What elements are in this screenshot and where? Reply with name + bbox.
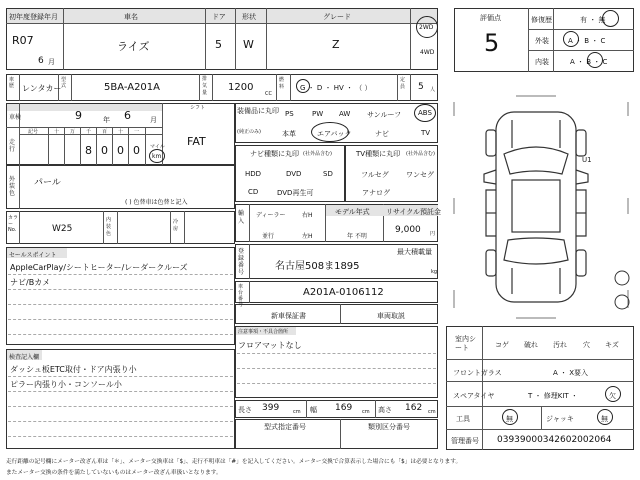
- jack-label: ジャッキ: [546, 415, 574, 423]
- tv-note: (社外品含む): [406, 151, 435, 157]
- repair-label: 修復歴: [531, 16, 552, 24]
- inspector-line: ピラー内張り小・コンソール小: [10, 380, 122, 389]
- interior-label: 内装: [535, 58, 549, 66]
- import-right: 右H: [302, 212, 313, 219]
- cold-label: 冷房: [173, 219, 179, 232]
- notes-frame: [235, 326, 438, 398]
- footer-line1: 走行距離の記号欄にメーター改ざん車は「＊」、メーター交換車は「$」、走行不明車は「#」を記入してください。メーター交換で合算表示した場合にも「$」は必要となります。: [6, 459, 462, 465]
- first-reg-month-unit: 月: [48, 58, 55, 66]
- mileage-digit: 0: [101, 144, 108, 157]
- registration-label: 登録番号: [238, 248, 245, 276]
- score-label: 評価点: [480, 14, 501, 22]
- length-unit: cm: [293, 409, 301, 415]
- doors-value: 5: [215, 38, 222, 51]
- navi-dvd-play: DVD再生可: [277, 189, 314, 197]
- tv-analog: アナログ: [362, 189, 390, 197]
- class-label: 類別区分番号: [368, 423, 410, 431]
- mgmt-label: 管理番号: [451, 437, 479, 445]
- interior-color-label: 内装色: [106, 217, 112, 237]
- equip-airbag: エアバック: [317, 130, 352, 138]
- inspection-year: 9: [75, 109, 82, 122]
- digit-header-6: 一: [134, 129, 140, 135]
- digit-header-4: 百: [102, 129, 108, 135]
- equipment-title: 装備品に丸印: [237, 107, 279, 115]
- tool-label: 工具: [456, 415, 470, 423]
- type-cert-label: 型式指定番号: [264, 423, 306, 431]
- notes-label: 注意事項・不具合箇所: [238, 329, 289, 335]
- spare-none: 欠: [609, 392, 616, 400]
- digit-header-2: 万: [70, 129, 76, 135]
- equip-ps: PS: [285, 110, 294, 118]
- shape-value: W: [243, 38, 254, 51]
- capacity-unit: 人: [430, 87, 436, 93]
- mgmt-value: 0393900034260200206​4: [497, 435, 612, 445]
- height-value: 162: [405, 403, 423, 413]
- digit-header-5: 十: [118, 129, 124, 135]
- equip-pw: PW: [312, 110, 324, 118]
- equipment-subtitle: (純正のみ): [237, 129, 261, 135]
- tool-value: 無: [506, 415, 513, 423]
- capacity-label: 定員: [400, 77, 406, 90]
- usage-value: レンタカー: [22, 84, 62, 93]
- recycle-label: リサイクル預託金: [386, 208, 442, 216]
- seat-label: 室内シート: [455, 335, 476, 352]
- max-load-label: 最大積載量: [397, 248, 432, 256]
- mileage-digit: 0: [117, 144, 124, 157]
- inspection-month-unit: 月: [150, 116, 157, 124]
- equip-aw: AW: [339, 110, 351, 118]
- exterior-options: A ・ B ・ C: [568, 37, 606, 45]
- usage-label: 車歴: [9, 77, 15, 89]
- recycle-value: 9,000: [395, 225, 421, 235]
- equip-navi: ナビ: [375, 130, 389, 138]
- mileage-label: 走行: [9, 139, 16, 153]
- spare-items: T ・ 修理KIT ・: [528, 392, 578, 400]
- equip-sunroof: サンルーフ: [367, 111, 402, 119]
- mileage-digit: 8: [85, 144, 92, 157]
- sales-point-line: AppleCarPlay/シートヒーター/レーダークルーズ: [10, 263, 188, 272]
- warranty-frame: [235, 304, 438, 324]
- glass-items: A ・ X要入: [553, 369, 589, 377]
- mileage-unit-mile: マイル: [150, 144, 165, 150]
- shape-label: 形状: [242, 13, 256, 21]
- car-name-value: ライズ: [117, 40, 150, 53]
- length-label: 長さ: [238, 406, 252, 414]
- navi-dvd: DVD: [286, 170, 302, 178]
- equip-abs: ABS: [418, 109, 432, 117]
- glass-label: フロントガラス: [453, 369, 502, 377]
- inspector-label: 検査記入欄: [9, 354, 40, 361]
- equip-leather: 本革: [282, 130, 296, 138]
- import-left: 左H: [302, 233, 313, 240]
- chassis-label: 車台番号: [238, 284, 244, 308]
- navi-cd: CD: [248, 188, 259, 196]
- exterior-color-note: ( ) 色替車は色替と記入: [125, 199, 188, 206]
- model-year-value: 年 不明: [347, 233, 367, 240]
- navi-sd: SD: [323, 170, 333, 178]
- length-value: 399: [262, 403, 280, 413]
- displacement-value: 1200: [228, 82, 254, 93]
- mileage-unit-km: km: [152, 153, 162, 160]
- notes-value: フロアマットなし: [238, 341, 302, 350]
- mileage-digit: 0: [133, 144, 140, 157]
- shift-label: シフト: [190, 105, 206, 111]
- height-unit: cm: [428, 409, 436, 415]
- inspection-month: 6: [124, 109, 131, 122]
- color-no-value: W25: [52, 224, 73, 234]
- seat-item: 汚れ: [553, 341, 567, 349]
- tv-fullseg: フルセグ: [361, 171, 389, 179]
- first-reg-month: 6: [38, 56, 44, 66]
- shift-value: FAT: [187, 135, 206, 148]
- repair-options: 有 ・ 無: [580, 16, 606, 24]
- model-year-label: モデル年式: [335, 208, 370, 216]
- color-no-frame: [6, 211, 235, 244]
- displacement-unit: CC: [265, 91, 272, 97]
- interior-options: A ・ B ・ C: [570, 58, 608, 66]
- height-label: 高さ: [378, 406, 392, 414]
- width-value: 169: [335, 403, 353, 413]
- fuel-label: 燃料: [279, 77, 285, 90]
- navi-title: ナビ種類に丸印: [250, 150, 299, 158]
- tv-title: TV種類に丸印: [356, 150, 401, 158]
- recycle-unit: 円: [430, 231, 436, 237]
- equip-tv: TV: [421, 129, 431, 137]
- model-label: 型式: [61, 77, 67, 89]
- seat-item: キズ: [605, 341, 619, 349]
- exterior-color-label: 外装色: [9, 176, 16, 197]
- drive-2wd: 2WD: [419, 24, 434, 31]
- registration-value: 名古屋508ま1895: [275, 261, 360, 272]
- import-label: 輸入: [238, 210, 245, 225]
- max-load-unit: kg: [431, 269, 438, 275]
- warranty-manual: 車両取説: [377, 312, 405, 320]
- grade-value: Z: [332, 38, 340, 51]
- navi-hdd: HDD: [245, 170, 262, 178]
- spare-label: スペアタイヤ: [453, 392, 495, 400]
- color-no-label: カラーNo.: [8, 215, 19, 233]
- exterior-color-value: パール: [34, 178, 61, 188]
- inspection-year-unit: 年: [103, 116, 110, 124]
- sales-point-line: ナビ/Bカメ: [10, 278, 51, 287]
- tv-oneseg: ワンセグ: [406, 171, 434, 179]
- seat-item: 穴: [583, 341, 590, 349]
- displacement-label: 排気量: [202, 76, 208, 96]
- car-name-label: 車名: [124, 13, 138, 21]
- import-dealer: ディーラー: [256, 212, 286, 219]
- diagram-u1-label: U1: [582, 156, 592, 164]
- seat-item: コゲ: [495, 341, 509, 349]
- capacity-value: 5: [418, 82, 424, 92]
- digit-header-3: 千: [86, 129, 92, 135]
- score-value: 5: [484, 29, 500, 57]
- sales-points-label: セールスポイント: [9, 252, 57, 259]
- first-reg-label: 初年度登録年月: [9, 13, 58, 21]
- navi-note: (社外品含む): [303, 151, 332, 157]
- first-reg-value: R07: [12, 34, 34, 47]
- grade-label: グレード: [323, 13, 351, 21]
- exterior-label: 外装: [535, 37, 549, 45]
- digit-header-1: 十: [54, 129, 60, 135]
- footer-line2: またメーター交換の条件を満たしていないものはメーター改ざん車扱いとなります。: [6, 470, 222, 476]
- width-unit: cm: [362, 409, 370, 415]
- model-value: 5BA-A201A: [104, 82, 161, 93]
- inspector-line: ダッシュ板ETC取付・ドア内張り小: [10, 365, 137, 374]
- jack-value: 無: [601, 415, 608, 423]
- digit-header-0: 記号: [28, 129, 39, 135]
- import-parallel: 並行: [262, 233, 275, 240]
- fuel-options: G ・ D ・ HV ・ （ ）: [300, 84, 372, 92]
- warranty-new: 新車保証書: [271, 312, 306, 320]
- drive-4wd: 4WD: [420, 49, 435, 56]
- inspection-label: 車検: [9, 114, 22, 121]
- doors-label: ドア: [212, 13, 226, 21]
- width-label: 幅: [310, 406, 317, 414]
- seat-item: 破れ: [524, 341, 538, 349]
- chassis-value: A201A-0106112: [303, 287, 384, 298]
- car-diagram: [446, 90, 636, 324]
